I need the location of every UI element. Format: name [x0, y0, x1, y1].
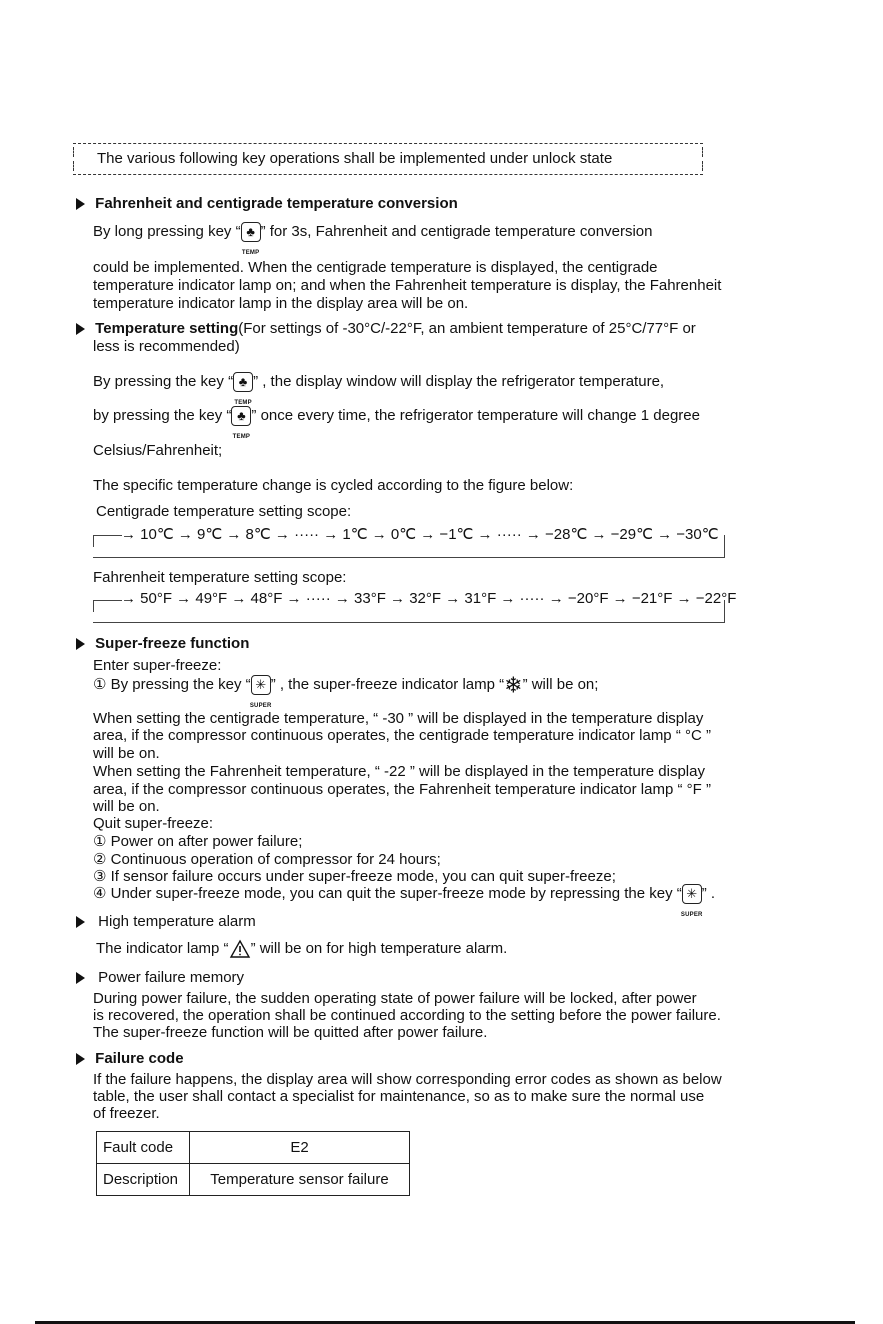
centigrade-line-2: area, if the compressor continuous operates, the centigrade temperature indicator lamp “ °C ”: [93, 727, 711, 744]
unlock-notice-box: [73, 143, 703, 175]
failure-line-3: of freezer.: [93, 1105, 160, 1122]
centigrade-scope-diagram: [93, 526, 725, 558]
quit-step-2: ② Continuous operation of compressor for 24 hours;: [93, 851, 441, 868]
section-title-note: (For settings of -30°C/-22°F, an ambient temperature of 25°C/77°F or: [238, 320, 696, 337]
description-value: Temperature sensor failure: [190, 1164, 410, 1196]
key-caption: SUPER: [249, 703, 272, 710]
temp-key-icon: ♣ TEMP: [233, 372, 253, 392]
fault-code-table: [96, 1131, 410, 1196]
setting-line-1: [93, 372, 665, 406]
fault-code-value: E2: [190, 1132, 410, 1164]
section-temp-conversion-heading: [76, 195, 458, 212]
failure-line-1: If the failure happens, the display area will show corresponding error codes as shown as below: [93, 1071, 722, 1088]
section-power-failure-memory-heading: [76, 969, 244, 986]
conversion-line-2: could be implemented. When the centigrade temperature is displayed, the centigrade: [93, 259, 658, 276]
memory-line-1: During power failure, the sudden operating state of power failure will be locked, after power: [93, 990, 697, 1007]
text: ④ Under super-freeze mode, you can quit the super-freeze mode by repressing the key “: [93, 885, 682, 902]
fahrenheit-line-2: area, if the compressor continuous operates, the Fahrenheit temperature indicator lamp “ °F ”: [93, 781, 711, 798]
section-title: Failure code: [95, 1050, 184, 1067]
text: ” .: [701, 885, 716, 902]
text: ① By pressing the key “: [93, 676, 251, 693]
key-caption: TEMP: [241, 250, 260, 256]
section-failure-code-heading: [76, 1050, 184, 1067]
quit-step-3: ③ If sensor failure occurs under super-freeze mode, you can quit super-freeze;: [93, 868, 616, 885]
memory-line-3: The super-freeze function will be quitted after power failure.: [93, 1024, 488, 1041]
text: ” will be on;: [522, 676, 599, 693]
text: ” , the super-freeze indicator lamp “: [270, 676, 505, 693]
quit-step-4: [93, 884, 716, 919]
text: By long pressing key “: [93, 222, 241, 240]
table-row: [97, 1164, 410, 1196]
section-temp-setting-heading: [76, 320, 696, 337]
temp-key-icon: ♣ TEMP: [241, 222, 261, 242]
conversion-line-4: temperature indicator lamp in the display area will be on.: [93, 295, 469, 312]
text: ” , the display window will display the refrigerator temperature,: [253, 372, 665, 390]
bullet-triangle-icon: [76, 638, 85, 650]
section-title: Super-freeze function: [95, 635, 250, 652]
memory-line-2: is recovered, the operation shall be continued according to the setting before the power failure.: [93, 1007, 721, 1024]
enter-super-freeze-label: Enter super-freeze:: [93, 657, 222, 674]
setting-line-3: Celsius/Fahrenheit;: [93, 442, 223, 459]
key-caption: TEMP: [234, 400, 252, 406]
section-title-note-2: less is recommended): [93, 338, 240, 355]
centigrade-line-3: will be on.: [93, 745, 160, 762]
fahrenheit-scope-label: Fahrenheit temperature setting scope:: [93, 569, 347, 586]
alarm-line-1: [96, 939, 507, 959]
text: ” once every time, the refrigerator temperature will change 1 degree: [251, 406, 700, 424]
centigrade-line-1: When setting the centigrade temperature, “ -30 ” will be displayed in the temperature display: [93, 710, 704, 727]
bullet-triangle-icon: [76, 972, 85, 984]
super-key-icon: ✳ SUPER: [251, 675, 271, 695]
bullet-triangle-icon: [76, 1053, 85, 1065]
key-caption: SUPER: [680, 912, 703, 919]
centigrade-sequence: → 10℃ → 9℃ → 8℃ → ····· → 1℃ → 0℃ → −1℃ → ····· → −28℃ → −29℃ → −30℃: [121, 526, 719, 543]
setting-line-2: [93, 406, 700, 440]
fahrenheit-line-3: will be on.: [93, 798, 160, 815]
bullet-triangle-icon: [76, 916, 85, 928]
temp-key-icon: ♣ TEMP: [231, 406, 251, 426]
snowflake-icon: ❄: [504, 672, 523, 698]
setting-line-4: The specific temperature change is cycled according to the figure below:: [93, 477, 574, 494]
warning-triangle-icon: [229, 939, 251, 959]
super-key-icon: ✳ SUPER: [682, 884, 702, 904]
section-title: Power failure memory: [98, 969, 245, 986]
quit-super-freeze-label: Quit super-freeze:: [93, 815, 214, 832]
section-title: High temperature alarm: [98, 913, 256, 930]
bullet-triangle-icon: [76, 323, 85, 335]
table-row: [97, 1132, 410, 1164]
bullet-triangle-icon: [76, 198, 85, 210]
failure-line-2: table, the user shall contact a specialist for maintenance, so as to make sure the normal use: [93, 1088, 705, 1105]
section-title: Temperature setting: [95, 320, 239, 337]
quit-step-1: ① Power on after power failure;: [93, 833, 303, 850]
section-super-freeze-heading: [76, 635, 249, 652]
fault-code-header: Fault code: [97, 1132, 190, 1164]
text: ” will be on for high temperature alarm.: [250, 939, 508, 957]
enter-step-1: [93, 672, 599, 710]
conversion-line-1: [93, 222, 653, 256]
text: ” for 3s, Fahrenheit and centigrade temperature conversion: [260, 222, 653, 240]
unlock-notice-text: The various following key operations shall be implemented under unlock state: [97, 150, 613, 167]
text: By pressing the key “: [93, 372, 234, 390]
text: The indicator lamp “: [96, 939, 229, 957]
centigrade-scope-label: Centigrade temperature setting scope:: [96, 503, 352, 520]
section-title: Fahrenheit and centigrade temperature conversion: [95, 195, 458, 212]
text: by pressing the key “: [93, 406, 232, 424]
key-caption: TEMP: [232, 434, 251, 440]
fahrenheit-sequence: → 50°F → 49°F → 48°F → ····· → 33°F → 32°F → 31°F → ····· → −20°F → −21°F → −22°F: [121, 590, 737, 607]
section-high-temp-alarm-heading: [76, 913, 256, 930]
fahrenheit-scope-diagram: [93, 590, 737, 623]
description-header: Description: [97, 1164, 190, 1196]
fahrenheit-line-1: When setting the Fahrenheit temperature, “ -22 ” will be displayed in the temperature display: [93, 763, 705, 780]
conversion-line-3: temperature indicator lamp on; and when the Fahrenheit temperature is display, the Fahrenheit: [93, 277, 722, 294]
